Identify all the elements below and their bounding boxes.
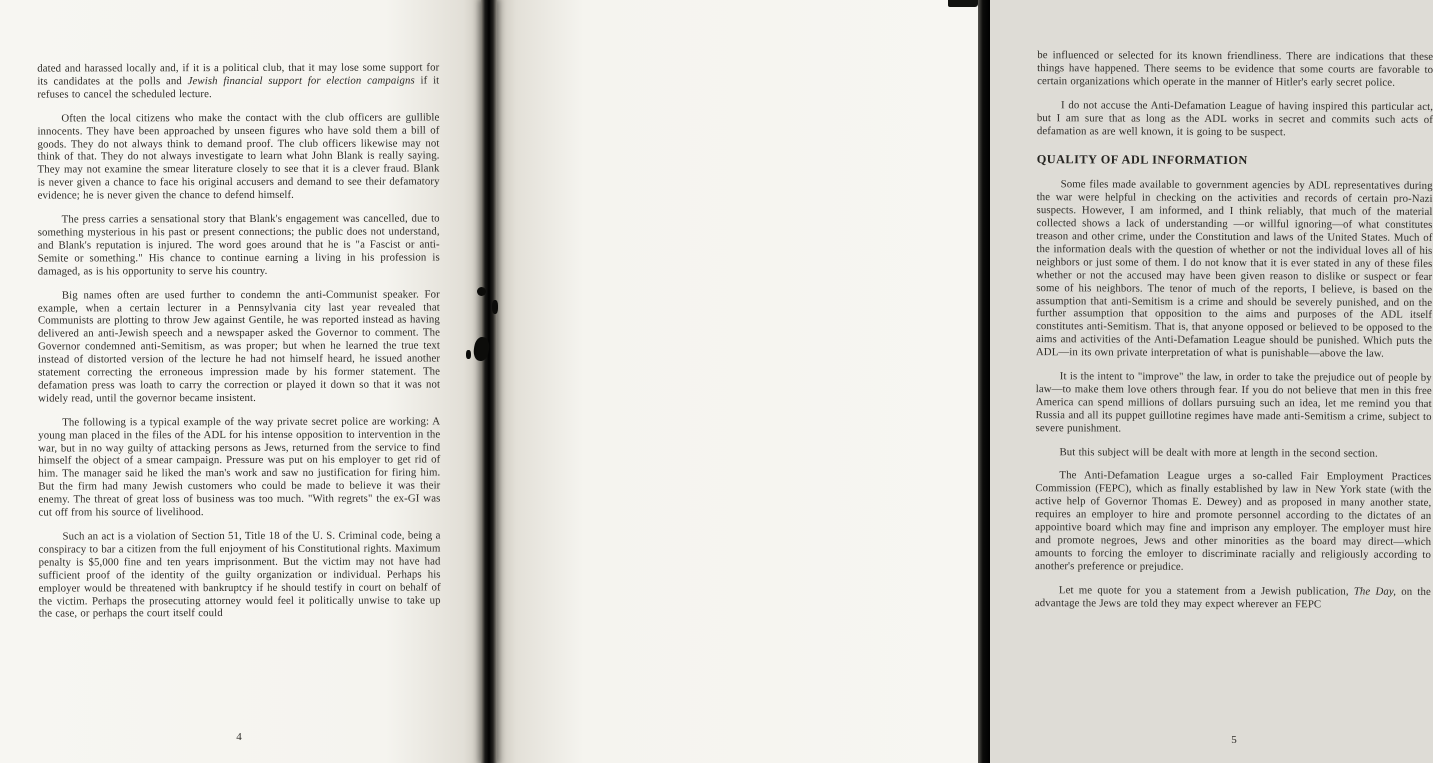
paragraph xyxy=(37,61,439,101)
paragraph xyxy=(1037,49,1433,89)
ink-blot xyxy=(477,287,486,296)
body-text: I do not accuse the Anti-Defamation League of having inspired this particular act, but I am sure that as long as the ADL works in secret and commits such acts of defamation as are well known, it is going to be suspect. xyxy=(1036,98,1433,138)
paragraph xyxy=(38,529,440,620)
paragraph xyxy=(1035,584,1431,612)
paragraph xyxy=(38,288,440,405)
body-text: The Anti-Defamation League urges a so-called Fair Employment Practices Commission (FEPC), which as finally established by law in New York state (with the active help of Governor Thomas E. Dewey) and as proposed in many another state, requires an employer to hire and promote personnel according to the dictates of an appointive board which may fine and imprison any employer. The employer must hire and promote negroes, Jews and other minorities as the board may direct—which amounts to forcing the emloyer to discriminate racially and religiously according to another's preference or prejudice. xyxy=(1034,469,1432,573)
paragraph xyxy=(38,213,440,279)
body-text: dated and harassed locally and, if it is a political club, that it may lose some support for its candidates at the polls and xyxy=(37,61,440,88)
left-page-text xyxy=(37,61,440,631)
ink-blot xyxy=(492,300,498,314)
left-page xyxy=(0,0,483,763)
section-heading: QUALITY OF ADL INFORMATION xyxy=(1036,152,1248,168)
scan-artifact-mark xyxy=(948,0,978,7)
body-text: Let me quote for you a statement from a Jewish publication, xyxy=(1058,583,1354,598)
page-number-right: 5 xyxy=(1231,734,1237,746)
body-text: be influenced or selected for its known friendliness. There are indications that these things have happened. There seems to be evidence that some courts are favorable to certain organizations which operate in the manner of Hitler's early secret police. xyxy=(1037,49,1433,89)
paragraph xyxy=(1035,446,1431,461)
body-text: Some files made available to government agencies by ADL representatives during the war were helpful in checking on the activities and records of certain pro-Nazi suspects. However, I am informed, and I think reliably, that much of the material collected shows a lack of understanding —or willful ignoring—of what constitutes treason and other crime, under the Constitution and laws of the United States. Much of the information deals with the question of whether or not the individual loves all of his neighbors or just some of them. I do not know that it is ever stated in any of these files whether or not the accused may have been given reason to dislike or suspect or fear some of his neighbors. The tenor of much of the reports, I believe, is based on the assumption that anti-Semitism is a crime and should be severely punished, and on the further assumption that opposition to the aims and purposes of the ADL itself constitutes anti-Semitism. That is, that anyone opposed or believed to be opposed to the aims and activities of the Anti-Defamation League should be punished. Which puts the ADL—in its own private interpretation of what is punishable—above the law. xyxy=(1035,178,1433,360)
body-text: The press carries a sensational story that Blank's engagement was cancelled, due to something mysterious in his past or present connections; the public does not understand, and Blank's reputation is injured. The word goes around that he is "a Fascist or anti-Semite or something." His chance to continue earning a living in his profession is damaged, as is his opportunity to serve his country. xyxy=(37,212,440,278)
paragraph xyxy=(1037,99,1433,139)
body-text: Such an act is a violation of Section 51, Title 18 of the U. S. Criminal code, being a conspiracy to bar a citizen from the full enjoyment of his Constitutional rights. Maximum penalty is $5,000 fine and ten years imprisonment. But the victim may not have had sufficient proof of the identity of the guilty organization or individual. Perhaps his employer would be threatened with bankruptcy if he should testify in court on behalf of the victim. Perhaps the prosecuting attorney would feel it politically unwise to take up the case, or perhaps the court itself could xyxy=(38,529,441,620)
body-text: Big names often are used further to condemn the anti-Communist speaker. For example, when a certain lecturer in a Pennsylvania city last year revealed that Communists are plotting to throw Jew against Gentile, he was reported instead as having delivered an anti-Jewish speech and a newspaper asked the Governor to comment. The Governor condemned anti-Semitism, as was proper; but when he learned the true text instead of distorted version of the lecture he had not himself heard, he issued another statement correcting the erroneous impression made by his former statement. The defamation press was loath to carry the correction or played it down so that it was not widely read, until the governor became insistent. xyxy=(37,288,441,405)
body-text: on the advantage the Jews are told they may expect wherever an FEPC xyxy=(1034,585,1431,611)
body-text: But this subject will be dealt with more at length in the second section. xyxy=(1059,445,1378,460)
body-text: if it refuses to cancel the scheduled lecture. xyxy=(37,74,440,101)
italic-text: Jewish financial support for election campaigns xyxy=(187,74,415,88)
ink-blot xyxy=(466,350,471,359)
right-page-intro xyxy=(1037,49,1433,139)
right-page-text xyxy=(1035,49,1433,622)
paragraph xyxy=(1035,470,1431,575)
italic-text: The Day, xyxy=(1353,585,1397,598)
page-number-left: 4 xyxy=(236,731,242,743)
right-page xyxy=(497,0,1433,763)
body-text: It is the intent to "improve" the law, in order to take the prejudice out of people by law—to make them love others through fear. If you do not believe that men in this free America can spend millions of dollars pursuing such an idea, let me remind you that Russia and all its puppet guillotine regimes have made anti-Semitism a crime, subject to severe punishment. xyxy=(1035,370,1432,435)
body-text: The following is a typical example of the way private secret police are working: A young man placed in the files of the ADL for his intense opposition to intervention in the war, but in no way guilty of attacking persons as Jews, returned from the service to find himself the object of a smear campaign. Pressure was put on his employer to get rid of him. The manager said he liked the man's work and saw no justification for firing him. But the firm had many Jewish customers who could be made to believe it was their enemy. The threat of great loss of business was too much. "With regrets" the ex-GI was cut off from his source of livelihood. xyxy=(38,415,441,519)
paragraph xyxy=(1036,370,1432,436)
paragraph xyxy=(38,415,440,519)
body-text: Often the local citizens who make the contact with the club officers are gullible innocents. They have been approached by unseen figures who have sold them a bill of goods. They do not always think to demand proof. The club officers likewise may not think of that. They do not always investigate to learn what John Blank is really saying. They may not examine the smear literature closely to see that it is a clever fraud. Blank is never given a chance to face his original accusers and demand to see their defamatory evidence; he is never given the chance to defend himself. xyxy=(37,111,440,202)
paragraph xyxy=(1036,178,1433,360)
scan-edge-strip xyxy=(978,0,990,763)
paragraph xyxy=(37,111,439,202)
right-page-body xyxy=(1035,178,1433,611)
book-binding-gutter xyxy=(481,0,497,763)
